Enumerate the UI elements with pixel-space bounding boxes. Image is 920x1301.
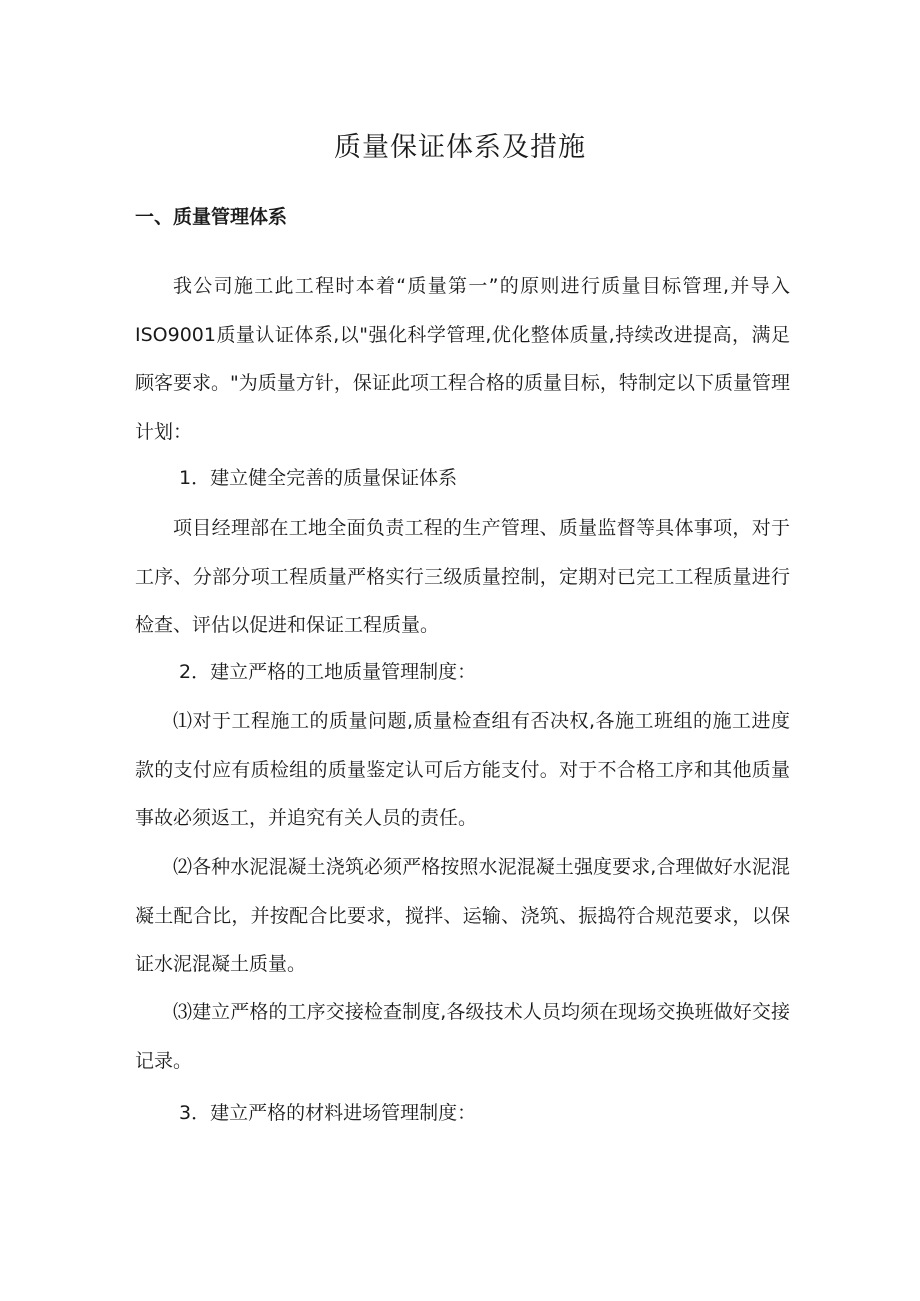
item-3-heading: 3．建立严格的材料进场管理制度： bbox=[179, 1102, 477, 1124]
sub-item-3-paragraph: ⑶建立严格的工序交接检查制度,各级技术人员均须在现场交换班做好交接记录。 bbox=[135, 1001, 790, 1072]
item-1-heading: 1．建立健全完善的质量保证体系 bbox=[179, 467, 458, 489]
document-title: 质量保证体系及措施 bbox=[334, 132, 586, 163]
intro-paragraph: 我公司施工此工程时本着“质量第一”的原则进行质量目标管理,并导入ISO9001质量认证体系,以"强化科学管理,优化整体质量,持续改进提高，满足顾客要求。"为质量方针，保证此项工程合格的质量目标，特制定以下质量管理计划： bbox=[135, 275, 790, 443]
item-1-paragraph: 项目经理部在工地全面负责工程的生产管理、质量监督等具体事项，对于工序、分部分项工程质量严格实行三级质量控制，定期对已完工工程质量进行检查、评估以促进和保证工程质量。 bbox=[135, 517, 790, 636]
item-2-heading: 2．建立严格的工地质量管理制度： bbox=[179, 661, 477, 683]
section-heading: 一、质量管理体系 bbox=[135, 206, 288, 228]
sub-item-1-paragraph: ⑴对于工程施工的质量问题,质量检查组有否决权,各施工班组的施工进度款的支付应有质检组的质量鉴定认可后方能支付。对于不合格工序和其他质量事故必须返工，并追究有关人员的责任。 bbox=[135, 710, 790, 829]
sub-item-2-paragraph: ⑵各种水泥混凝土浇筑必须严格按照水泥混凝土强度要求,合理做好水泥混凝土配合比，并按配合比要求，搅拌、运输、浇筑、振捣符合规范要求，以保证水泥混凝土质量。 bbox=[135, 856, 790, 975]
